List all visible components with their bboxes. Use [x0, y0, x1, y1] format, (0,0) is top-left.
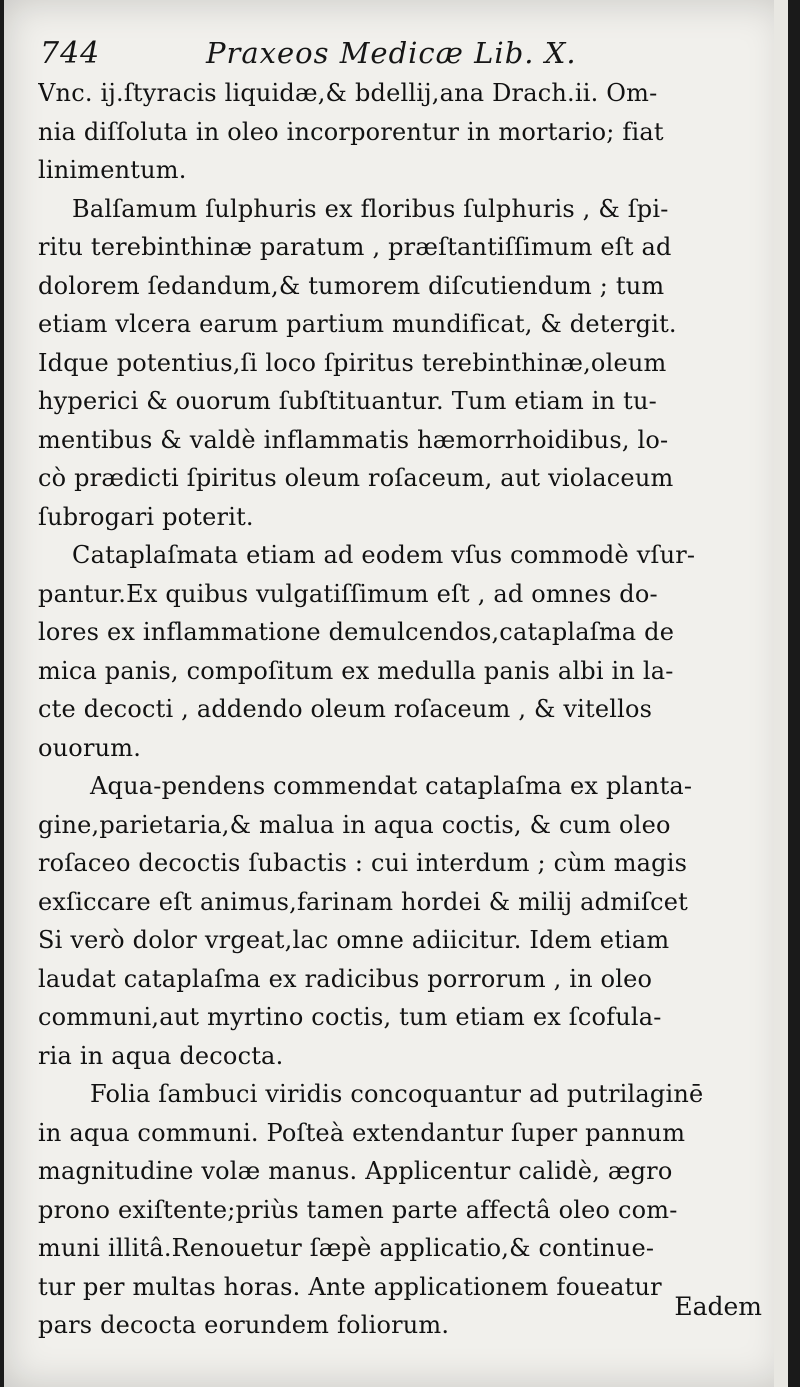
paragraph-start-line: Aqua-pendens commendat cataplaſma ex planta- [90, 772, 693, 800]
text-line: prono exiſtente;priùs tamen parte affectâ oleo com- [38, 1195, 678, 1224]
text-line: mentibus & valdè inflammatis hæmorrhoidibus, lo- [38, 425, 669, 454]
catchword: Eadem [674, 1292, 762, 1321]
text-line: ouorum. [38, 733, 142, 762]
text-line: in aqua communi. Poſteà extendantur ſuper pannum [38, 1118, 686, 1147]
text-line: laudat cataplaſma ex radicibus porrorum , in oleo [38, 964, 653, 993]
text-line: ſubrogari poterit. [38, 502, 254, 531]
text-line: Idque potentius,ſi loco ſpiritus terebinthinæ,oleum [38, 348, 667, 377]
text-line: mica panis, compoſitum ex medulla panis albi in la- [38, 656, 674, 685]
text-line: etiam vlcera earum partium mundificat, & detergit. [38, 310, 677, 338]
paragraph-start-line: Balſamum ſulphuris ex floribus ſulphuris , & ſpi- [72, 194, 669, 223]
text-line: pars decocta eorundem foliorum. [38, 1311, 450, 1339]
text-line: linimentum. [38, 156, 187, 184]
text-line: dolorem ſedandum,& tumorem diſcutiendum ; tum [38, 271, 665, 300]
book-page [4, 0, 788, 1387]
text-line: tur per multas horas. Ante applicationem foueatur [38, 1272, 662, 1301]
page-number: 744 [40, 36, 101, 71]
text-line: lores ex inflammatione demulcendos,cataplaſma de [38, 618, 675, 646]
page-edge [774, 0, 788, 1387]
text-line: cò prædicti ſpiritus oleum roſaceum, aut violaceum [38, 464, 674, 492]
text-line: magnitudine volæ manus. Applicentur calidè, ægro [38, 1157, 673, 1185]
text-line: communi,aut myrtino coctis, tum etiam ex ſcofula- [38, 1003, 662, 1031]
paragraph-start-line: Folia ſambuci viridis concoquantur ad putrilaginē [90, 1080, 704, 1108]
text-line: cte decocti , addendo oleum roſaceum , & vitellos [38, 695, 653, 723]
text-line: pantur.Ex quibus vulgatiſſimum eſt , ad omnes do- [38, 579, 658, 608]
text-line: exſiccare eſt animus,farinam hordei & milij admiſcet [38, 887, 689, 916]
text-line: Vnc. ij.ſtyracis liquidæ,& bdellij,ana Drach.ii. Om- [38, 79, 658, 107]
text-line: nia diſſoluta in oleo incorporentur in mortario; fiat [38, 117, 664, 146]
running-title: Praxeos Medicæ Lib. X. [206, 36, 577, 70]
paragraph-start-line: Cataplaſmata etiam ad eodem vſus commodè vſur- [72, 541, 696, 569]
page-header [40, 30, 600, 74]
text-line: ria in aqua decocta. [38, 1041, 284, 1070]
text-line: ritu terebinthinæ paratum , præſtantiſſimum eſt ad [38, 233, 672, 261]
text-line: muni illitâ.Renouetur ſæpè applicatio,& continue- [38, 1234, 655, 1262]
text-line: roſaceo decoctis ſubactis : cui interdum ; cùm magis [38, 849, 688, 877]
text-line: Si verò dolor vrgeat,lac omne adiicitur. Idem etiam [38, 926, 670, 954]
body-text [38, 74, 774, 1345]
text-line: hyperici & ouorum ſubſtituantur. Tum etiam in tu- [38, 387, 657, 415]
text-line: gine,parietaria,& malua in aqua coctis, & cum oleo [38, 810, 671, 839]
